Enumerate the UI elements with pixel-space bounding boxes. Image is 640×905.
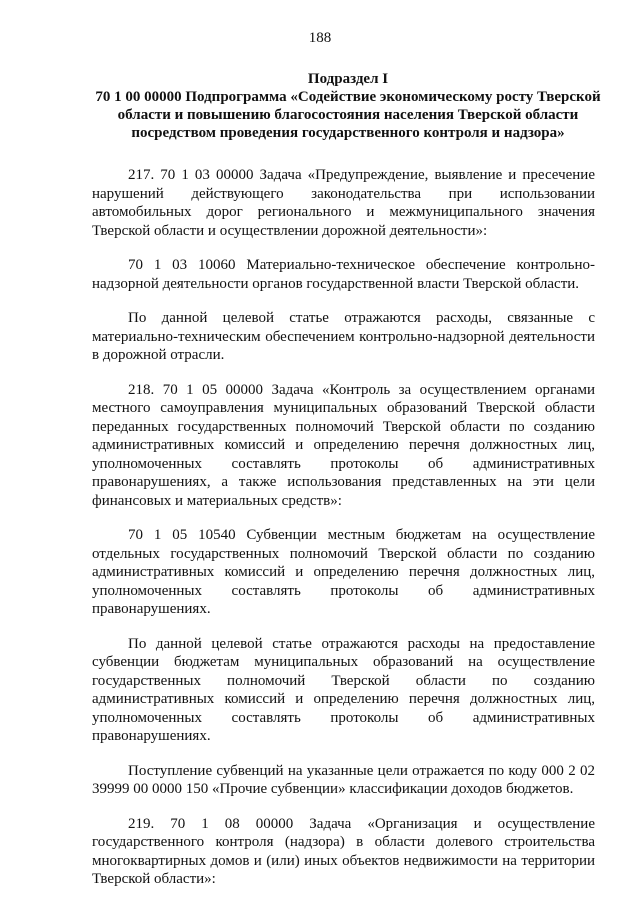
subprogram-title: 70 1 00 00000 Подпрограмма «Содействие экономическому росту Тверской области и повышению благосостояния населения Тверской области посредством проведения государственного контроля и надзора» — [95, 89, 601, 141]
paragraph-task-219: 219. 70 1 08 00000 Задача «Организация и осуществление государственного контроля (надзора) в области долевого строительства многоквартирных домов и (или) иных объектов недвижимости на территории Тверской области»: — [92, 815, 595, 887]
paragraph-item-70105-10540: 70 1 05 10540 Субвенции местным бюджетам на осуществление отдельных государственных полномочий Тверской области по созданию административных комиссий и определению перечня должностных лиц, уполномоченных составлять протоколы об административных правонарушениях. — [92, 527, 595, 617]
paragraph-revenue-code-note: Поступление субвенций на указанные цели отражается по коду 000 2 02 39999 00 0000 150 «Прочие субвенции» классификации доходов бюджетов. — [92, 762, 595, 797]
paragraph-expenses-note-2: По данной целевой статье отражаются расходы на предоставление субвенции бюджетам муниципальных образований на осуществление государственных полномочий Тверской области по созданию административных комиссий и определению перечня должностных лиц, уполномоченных составлять протоколы об административных правонарушениях. — [92, 635, 595, 744]
document-body — [92, 166, 595, 905]
paragraph-task-218: 218. 70 1 05 00000 Задача «Контроль за осуществлением органами местного самоуправления муниципальных образований Тверской области переданных государственных полномочий Тверской области по созданию административных комиссий и определению перечня должностных лиц, уполномоченных составлять протоколы об административных правонарушениях, а также использования представленных на эти цели финансовых и материальных средств»: — [92, 381, 595, 509]
section-heading — [88, 70, 608, 142]
paragraph-task-217: 217. 70 1 03 00000 Задача «Предупреждение, выявление и пресечение нарушений действующего законодательства при использовании автомобильных дорог регионального и межмуниципального значения Тверской области и осуществлении дорожной деятельности»: — [92, 167, 595, 239]
subsection-title: Подраздел I — [307, 71, 389, 87]
page-number: 188 — [308, 30, 332, 46]
paragraph-expenses-note-1: По данной целевой статье отражаются расходы, связанные с материально-техническим обеспечением контрольно-надзорной деятельности в дорожной отрасли. — [92, 310, 595, 363]
paragraph-item-70103-10060: 70 1 03 10060 Материально-техническое обеспечение контрольно-надзорной деятельности органов государственной власти Тверской области. — [92, 257, 595, 292]
